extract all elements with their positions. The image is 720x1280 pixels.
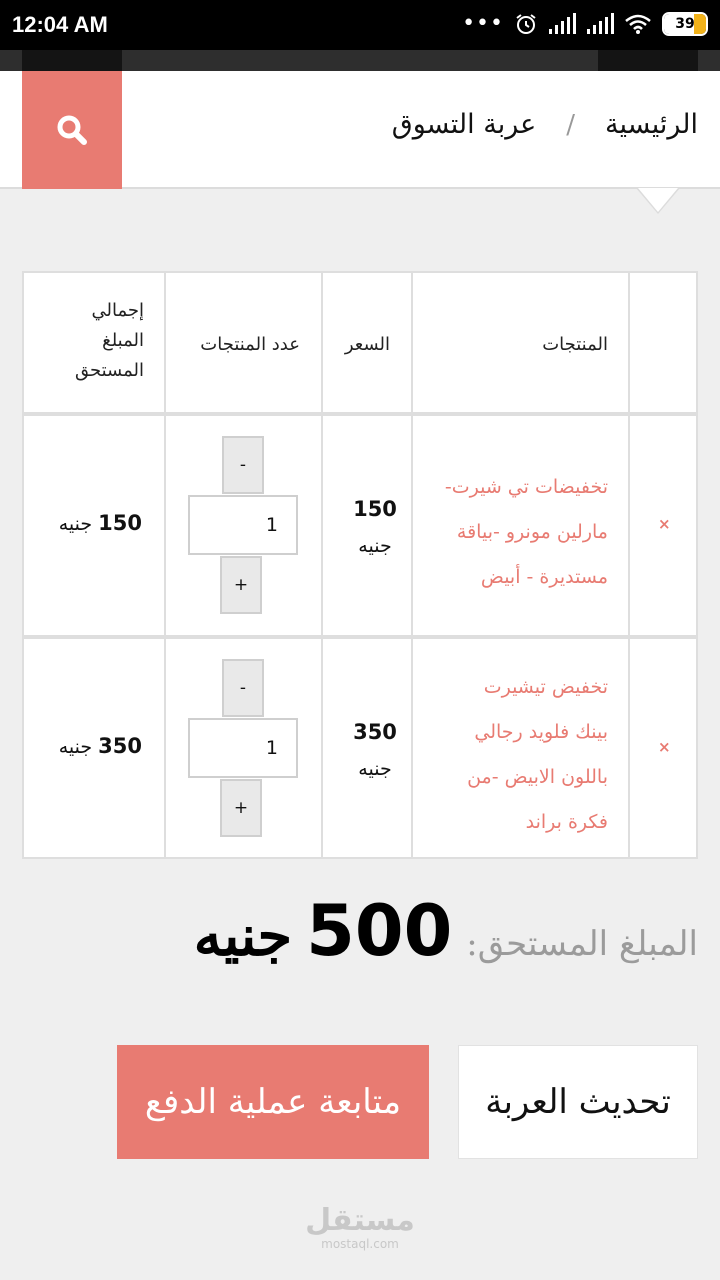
header-quantity: عدد المنتجات — [200, 334, 300, 355]
breadcrumb-current: عربة التسوق — [391, 109, 537, 140]
product-link[interactable]: تخفيض تيشيرت بينك فلويد رجالي باللون الابيض -من فكرة براند — [467, 676, 608, 833]
update-cart-button[interactable]: تحديث العربة — [458, 1045, 698, 1159]
qty-increase-button[interactable]: + — [220, 556, 262, 614]
breadcrumb-home[interactable]: الرئيسية — [605, 109, 698, 140]
battery-level: 39 — [675, 16, 695, 32]
battery-icon — [662, 12, 708, 36]
watermark-logo: مستقل mostaql.com — [305, 1203, 415, 1251]
status-bar — [0, 0, 720, 50]
browser-strip — [0, 50, 720, 71]
item-price: 350 جنيه — [353, 720, 397, 780]
signal-icon — [548, 13, 576, 35]
breadcrumb — [392, 109, 698, 140]
product-link[interactable]: تخفيضات تي شيرت- مارلين مونرو -بياقة مستديرة - أبيض — [444, 476, 608, 588]
qty-decrease-button[interactable]: - — [222, 659, 264, 717]
search-button[interactable] — [22, 71, 122, 189]
header-products: المنتجات — [542, 334, 608, 355]
remove-item-button[interactable]: × — [658, 738, 671, 756]
remove-item-button[interactable]: × — [658, 515, 671, 533]
header-subtotal: إجمالي المبلغ المستحق — [74, 300, 144, 381]
qty-increase-button[interactable]: + — [220, 779, 262, 837]
item-subtotal: 150 جنيه — [58, 511, 142, 535]
alarm-icon — [514, 12, 538, 36]
cart-table — [22, 271, 698, 859]
more-dots-icon: ••• — [462, 11, 504, 36]
checkout-button[interactable]: متابعة عملية الدفع — [117, 1045, 429, 1159]
total-label: المبلغ المستحق: — [466, 924, 698, 964]
status-icons — [462, 12, 708, 36]
item-subtotal: 350 جنيه — [58, 734, 142, 758]
qty-decrease-button[interactable]: - — [222, 436, 264, 494]
breadcrumb-separator: / — [566, 109, 575, 140]
search-icon — [55, 113, 89, 147]
signal-icon-2 — [586, 13, 614, 35]
site-header — [0, 71, 720, 189]
qty-input[interactable]: 1 — [188, 718, 298, 778]
order-total — [194, 890, 698, 972]
qty-input[interactable]: 1 — [188, 495, 298, 555]
item-price: 150 جنيه — [353, 497, 397, 557]
wifi-icon — [624, 13, 652, 35]
total-amount: 500 — [306, 890, 453, 972]
total-currency: جنيه — [193, 903, 293, 969]
status-time: 12:04 AM — [12, 12, 108, 37]
header-price: السعر — [344, 334, 390, 355]
